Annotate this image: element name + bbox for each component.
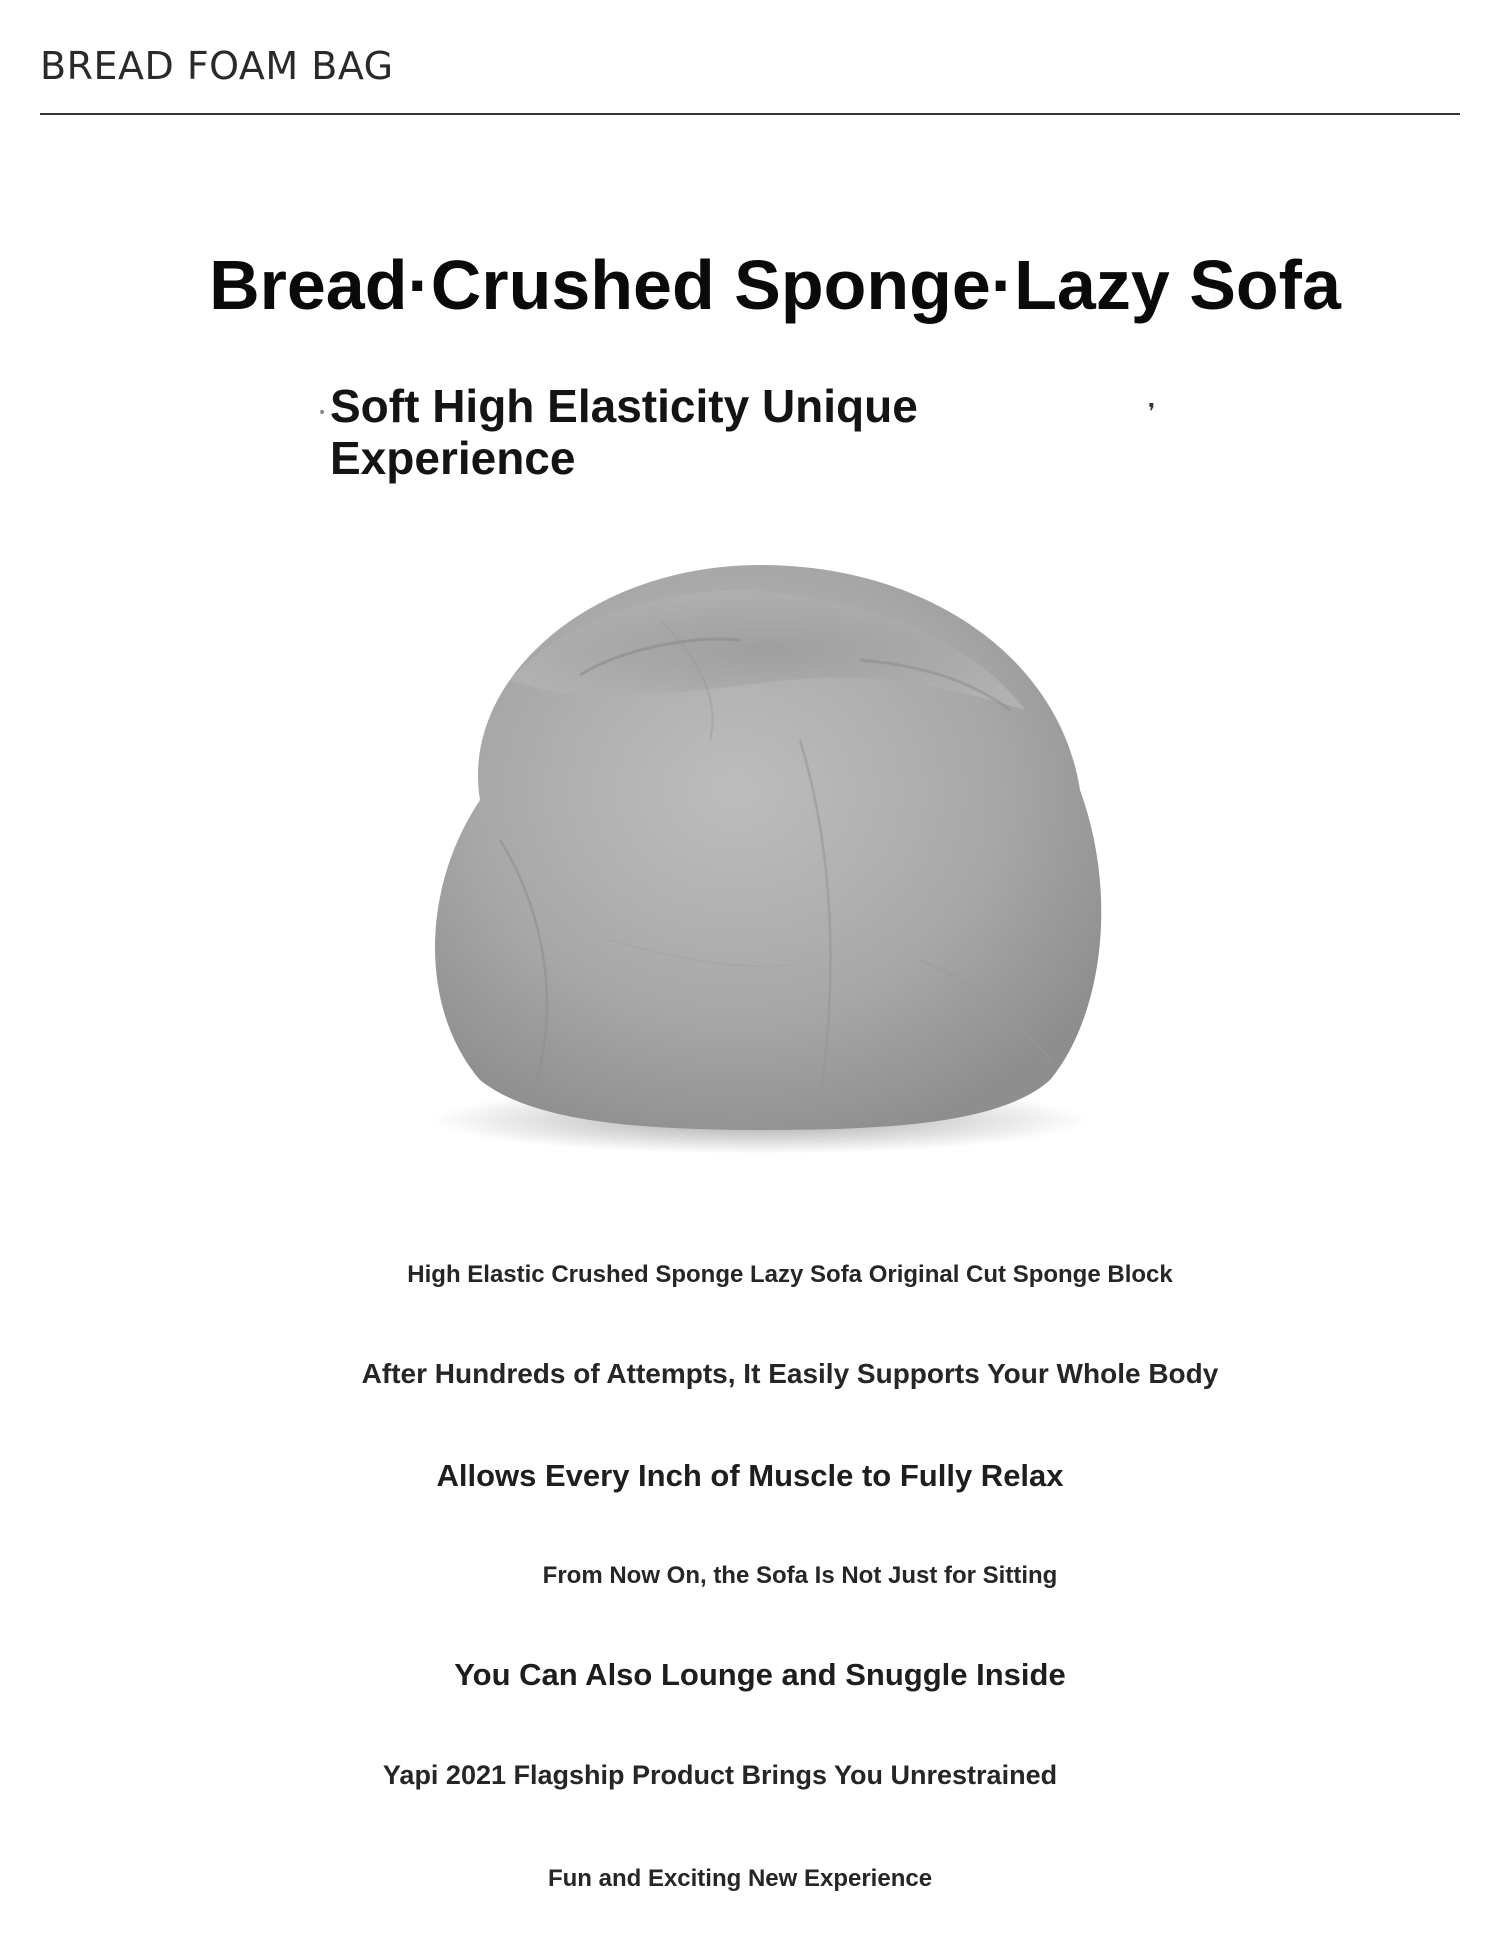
decorative-mark: • xyxy=(318,405,327,421)
header-divider xyxy=(40,113,1460,115)
page-subtitle: Soft High Elasticity Unique Experience xyxy=(330,380,918,484)
tagline: High Elastic Crushed Sponge Lazy Sofa Original Cut Sponge Block xyxy=(407,1261,1173,1288)
brand-name: BREAD FOAM BAG xyxy=(40,44,394,88)
tagline: Yapi 2021 Flagship Product Brings You Unrestrained xyxy=(382,1760,1058,1790)
tagline: Fun and Exciting New Experience xyxy=(547,1865,933,1892)
page-title: Bread·Crushed Sponge·Lazy Sofa xyxy=(209,246,1341,324)
decorative-mark: ❜ xyxy=(1148,400,1156,425)
tagline: After Hundreds of Attempts, It Easily Supports Your Whole Body xyxy=(361,1358,1219,1389)
tagline: Allows Every Inch of Muscle to Fully Relax xyxy=(436,1458,1064,1493)
tagline: You Can Also Lounge and Snuggle Inside xyxy=(454,1657,1066,1692)
bean-bag-image xyxy=(360,540,1160,1200)
tagline: From Now On, the Sofa Is Not Just for Sitting xyxy=(542,1562,1058,1589)
